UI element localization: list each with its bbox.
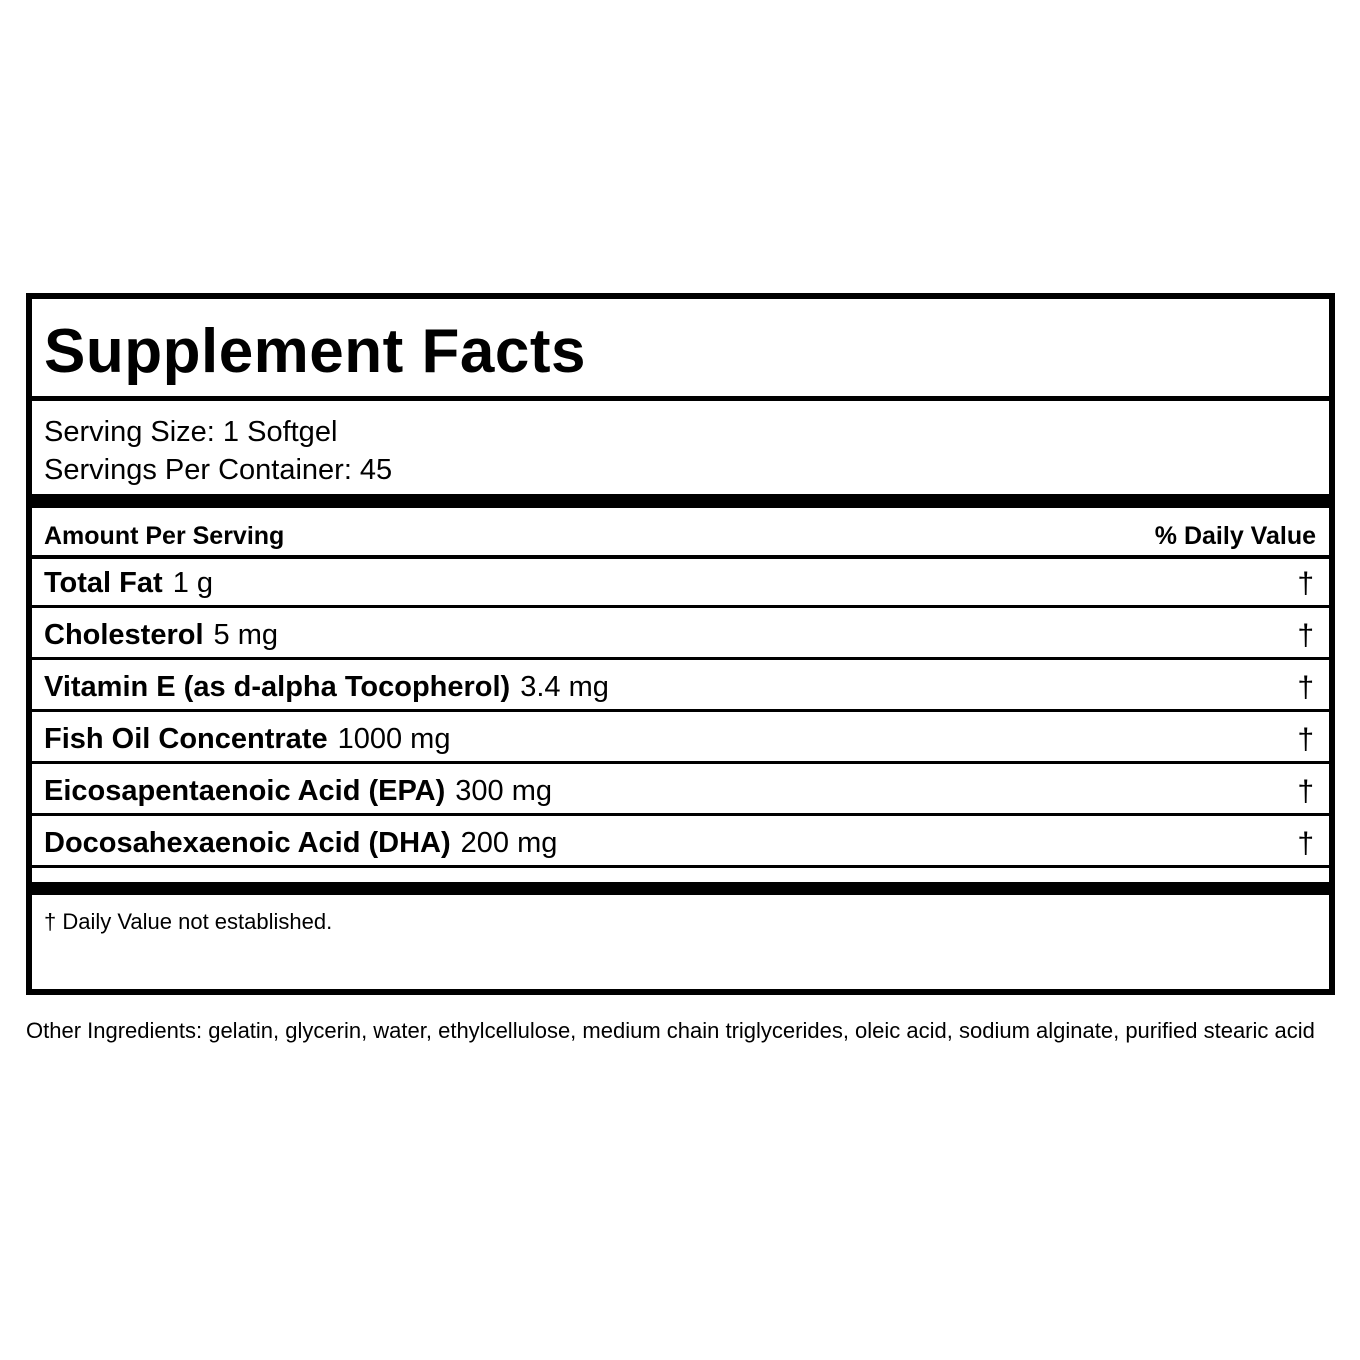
serving-size: Serving Size: 1 Softgel bbox=[44, 416, 338, 448]
nutrient-name: Cholesterol bbox=[44, 619, 204, 651]
amount-per-serving-header: Amount Per Serving bbox=[44, 522, 285, 550]
nutrient-row bbox=[32, 611, 1329, 660]
nutrient-amount: 1 g bbox=[172, 567, 214, 599]
daily-value-dagger: † bbox=[1297, 827, 1314, 860]
nutrient-amount: 3.4 mg bbox=[520, 671, 609, 703]
nutrient-row bbox=[32, 767, 1329, 816]
nutrient-name: Eicosapentaenoic Acid (EPA) bbox=[44, 775, 446, 807]
nutrient-amount: 200 mg bbox=[460, 827, 558, 859]
nutrient-row bbox=[32, 819, 1329, 868]
daily-value-footnote: † Daily Value not established. bbox=[44, 909, 333, 934]
daily-value-dagger: † bbox=[1297, 619, 1314, 652]
nutrient-amount: 5 mg bbox=[213, 619, 279, 651]
row-divider bbox=[32, 605, 1329, 608]
nutrient-name: Total Fat bbox=[44, 567, 163, 599]
supplement-facts-panel bbox=[26, 293, 1335, 995]
nutrient-name: Vitamin E (as d-alpha Tocopherol) bbox=[44, 671, 511, 703]
title-divider bbox=[32, 396, 1329, 401]
daily-value-dagger: † bbox=[1297, 775, 1314, 808]
thick-divider-top bbox=[32, 494, 1329, 508]
nutrient-row bbox=[32, 559, 1329, 608]
row-divider bbox=[32, 709, 1329, 712]
nutrient-amount: 300 mg bbox=[455, 775, 552, 807]
daily-value-dagger: † bbox=[1297, 671, 1314, 704]
daily-value-dagger: † bbox=[1297, 567, 1314, 600]
row-divider bbox=[32, 657, 1329, 660]
other-ingredients: Other Ingredients: gelatin, glycerin, water, ethylcellulose, medium chain triglycerides, oleic acid, sodium alginate, purified stearic acid bbox=[26, 1018, 1315, 1043]
nutrient-amount: 1000 mg bbox=[337, 723, 451, 755]
daily-value-header: % Daily Value bbox=[1154, 522, 1316, 550]
row-divider bbox=[32, 865, 1329, 868]
daily-value-dagger: † bbox=[1297, 723, 1314, 756]
row-divider bbox=[32, 761, 1329, 764]
nutrient-row bbox=[32, 715, 1329, 764]
panel-title: Supplement Facts bbox=[44, 317, 586, 386]
nutrient-row bbox=[32, 663, 1329, 712]
nutrient-name: Fish Oil Concentrate bbox=[44, 723, 328, 755]
servings-per-container: Servings Per Container: 45 bbox=[44, 454, 393, 486]
thick-divider-bottom bbox=[32, 882, 1329, 895]
row-divider bbox=[32, 813, 1329, 816]
nutrient-name: Docosahexaenoic Acid (DHA) bbox=[44, 827, 451, 859]
